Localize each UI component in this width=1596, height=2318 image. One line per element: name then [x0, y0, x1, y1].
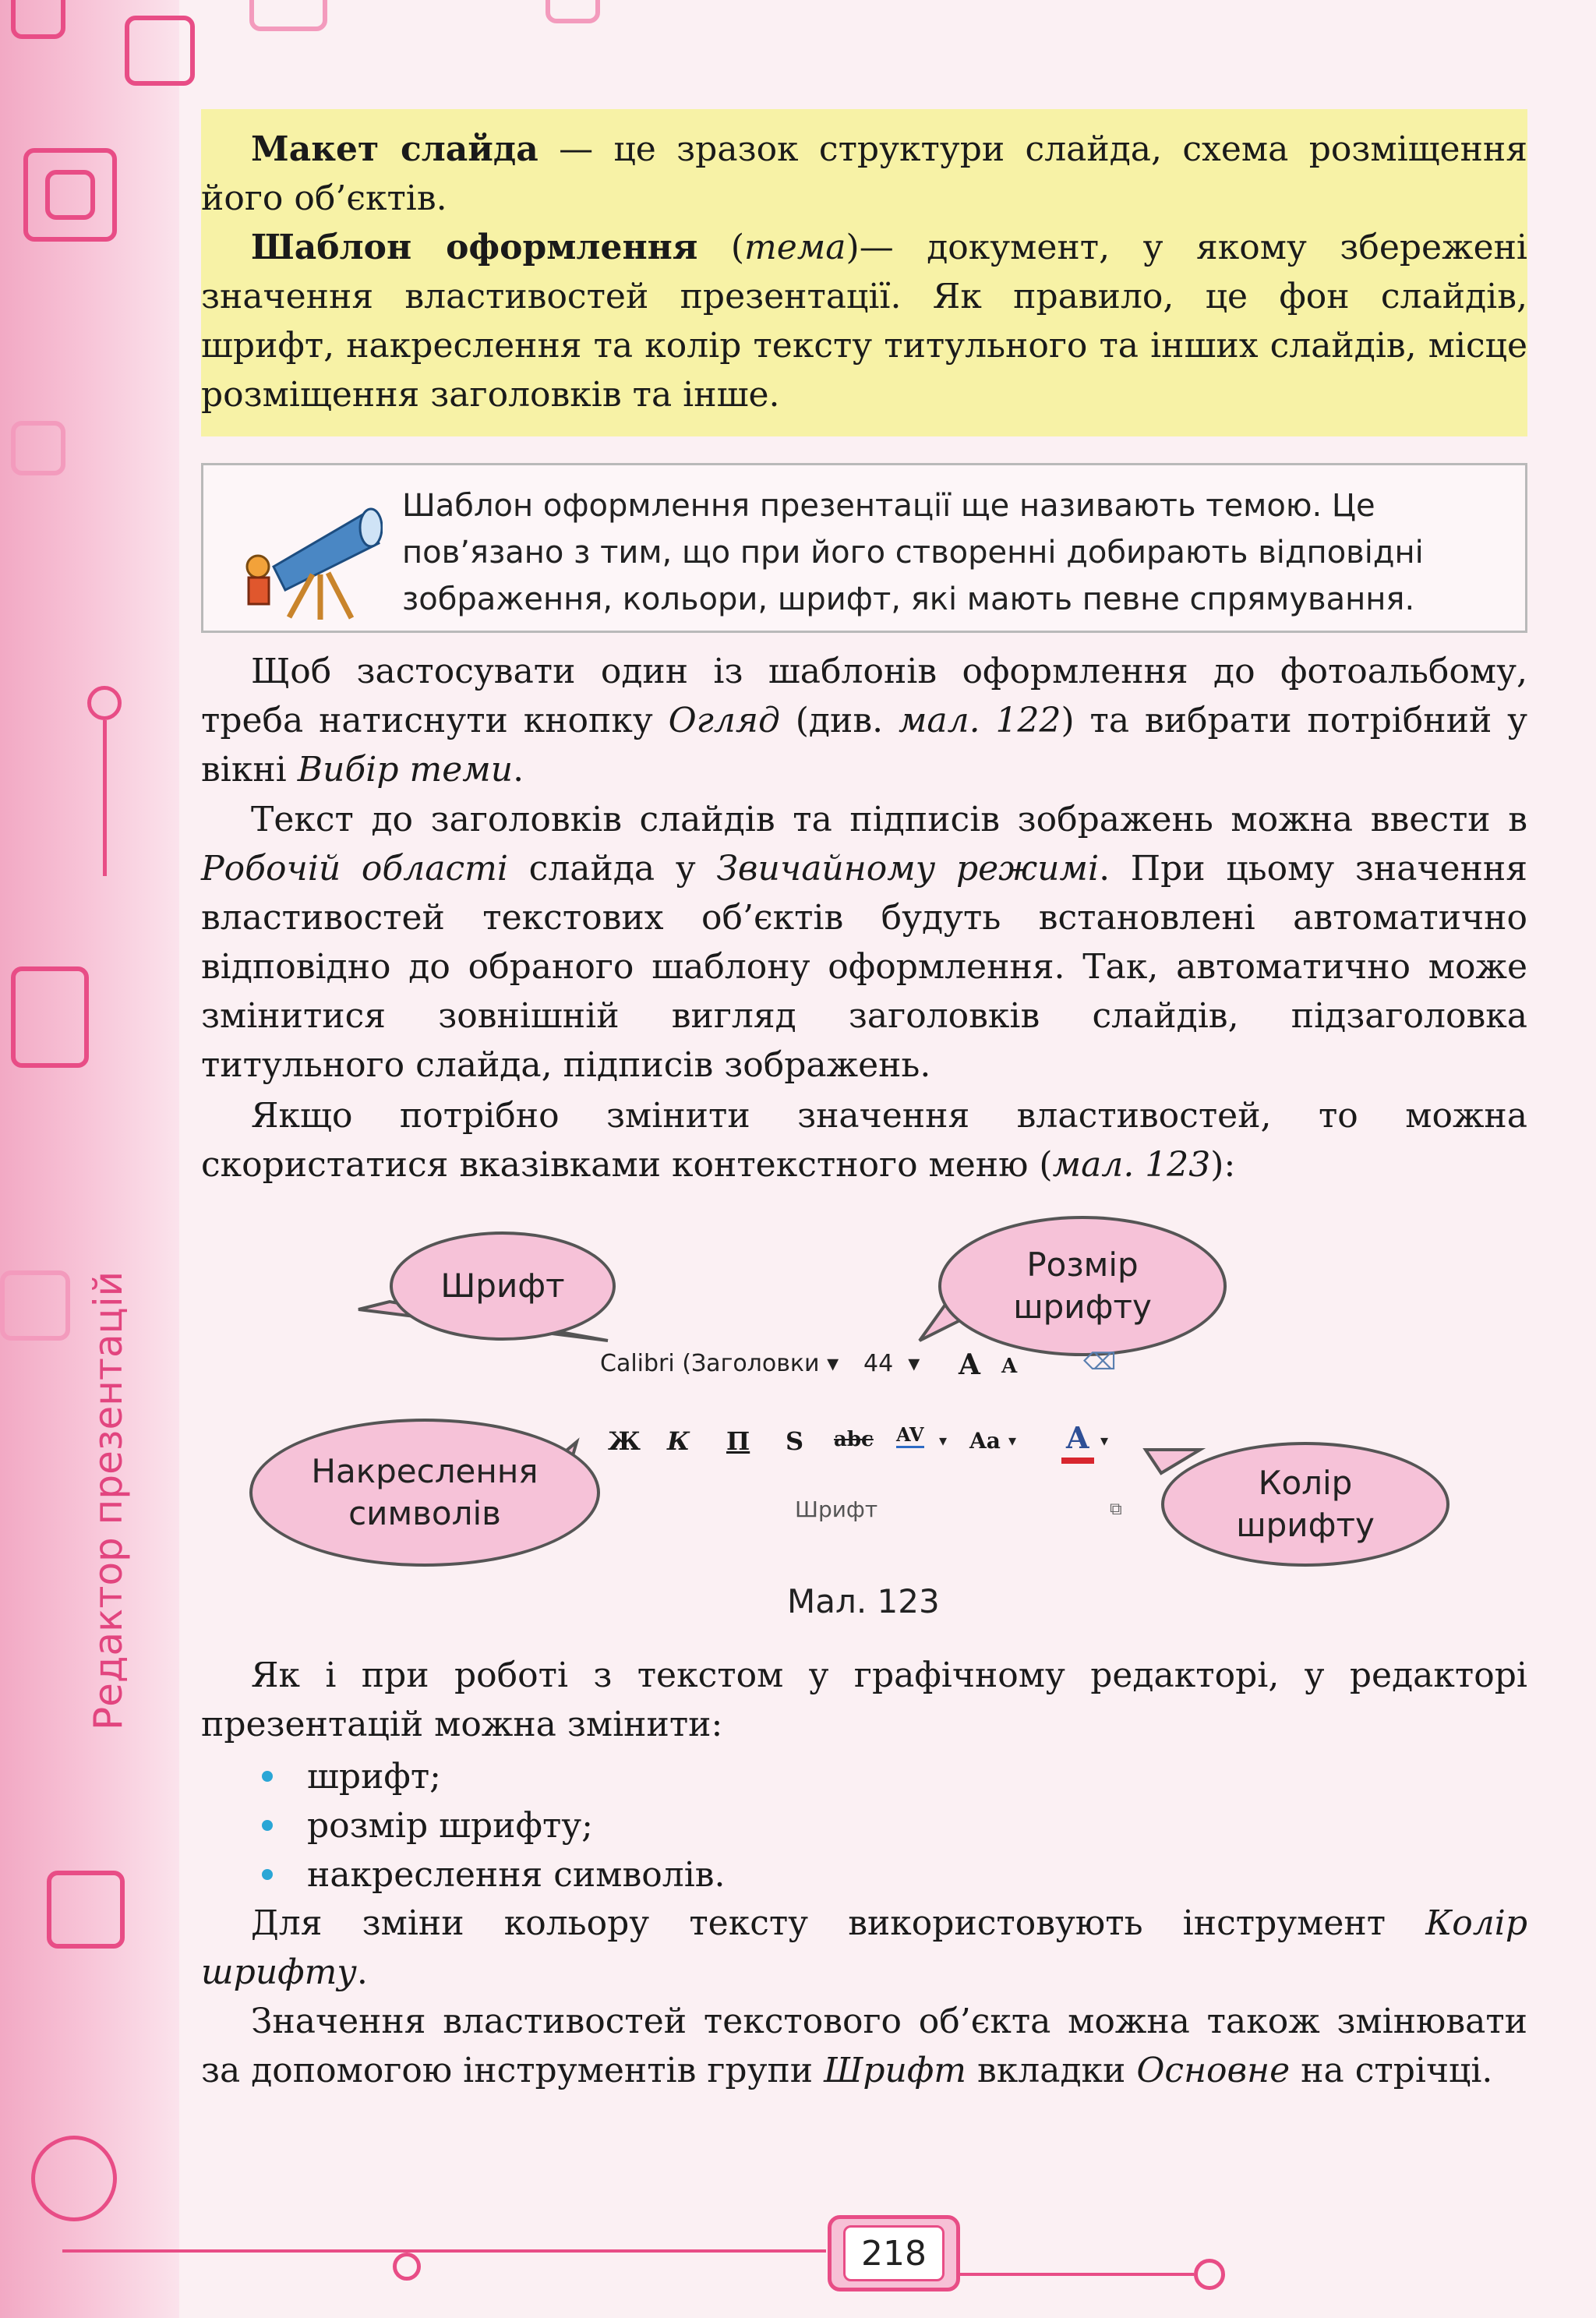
- list-item: накреслення символів.: [257, 1850, 726, 1899]
- window-name: Вибір теми: [297, 750, 514, 790]
- term-normal-mode: Звичайному режимі: [716, 849, 1100, 889]
- note-box: [201, 463, 1527, 633]
- decor-square-icon: [47, 1871, 125, 1949]
- font-color-button[interactable]: A: [1066, 1420, 1089, 1455]
- shrink-font-button[interactable]: A: [1001, 1355, 1018, 1378]
- bullet-list: [257, 1752, 726, 1899]
- term-slide-layout: Макет слайда: [251, 129, 538, 169]
- paragraph-text-input: Текст до заголовків слайдів та підписів зображень можна ввести в Робочій області слайда у Звичайному режимі. При цьому значення властивостей текстових об’єктів будуть встановлені автоматично відповідно до обраного шаблону оформлення. Так, автоматично може змінитися зовнішній вигляд заголовків слайдів, підзаголовка титульного слайда, підписів зображень.: [201, 800, 1527, 1085]
- font-size-select[interactable]: 44 ▾: [863, 1350, 920, 1377]
- decor-square-icon: [546, 0, 600, 23]
- callout-character-style: Накреслення символів: [249, 1419, 600, 1567]
- decor-circle-icon: [1194, 2259, 1225, 2290]
- callout-font: Шрифт: [390, 1231, 616, 1341]
- telescope-icon: [227, 481, 383, 621]
- term-theme: тема: [744, 228, 846, 267]
- callout-font-color: Колір шрифту: [1161, 1442, 1449, 1567]
- change-case-button[interactable]: Aa: [969, 1428, 1001, 1454]
- page-number: 218: [843, 2225, 945, 2281]
- definition-text: )— документ, у якому збережені значення властивостей презентації. Як правило, це фон слайдів, шрифт, накреслення та колір тексту титульного та інших слайдів, місце розміщення заголовків та інше.: [201, 228, 1528, 415]
- shadow-button[interactable]: S: [786, 1426, 804, 1456]
- decor-square-icon: [249, 0, 327, 31]
- term-work-area: Робочій області: [201, 849, 508, 889]
- side-decoration-band: [0, 0, 179, 2318]
- definition-text: — це зразок структури слайда, схема розміщення його об’єктів.: [201, 129, 1527, 218]
- decor-square-icon: [45, 170, 95, 220]
- decor-circle-icon: [31, 2136, 117, 2221]
- bold-button[interactable]: Ж: [608, 1426, 641, 1456]
- strikethrough-button[interactable]: abc: [834, 1428, 874, 1451]
- decor-circle-icon: [87, 686, 122, 720]
- paragraph-can-change: Як і при роботі з текстом у графічному редакторі, у редакторі презентацій можна змінити:: [201, 1655, 1527, 1744]
- decor-square-icon: [11, 0, 65, 39]
- font-color-bar: [1061, 1458, 1094, 1464]
- decor-square-icon: [11, 421, 65, 475]
- tab-name: Основне: [1136, 2051, 1291, 2090]
- dialog-launcher-icon[interactable]: ⧉: [1110, 1500, 1122, 1519]
- figure-ref: мал. 123: [1052, 1145, 1211, 1185]
- side-section-label: Редактор презентацій: [86, 1270, 131, 1730]
- term-design-template: Шаблон оформлення: [251, 228, 698, 267]
- note-text: Шаблон оформлення презентації ще називають темою. Це пов’язано з тим, що при його створенні добирають відповідні зображення, кольори, шрифт, які мають певне спрямування.: [402, 488, 1424, 617]
- paragraph-ribbon-group: Значення властивостей текстового об’єкта можна також змінювати за допомогою інструментів групи Шрифт вкладки Основне на стрічці.: [201, 2002, 1527, 2090]
- chevron-down-icon[interactable]: ▾: [939, 1431, 948, 1450]
- definition-template: [201, 223, 1527, 419]
- clear-formatting-icon[interactable]: ⌫: [1083, 1348, 1117, 1376]
- decor-square-icon: [11, 966, 89, 1068]
- grow-font-button[interactable]: A: [959, 1348, 980, 1381]
- chevron-down-icon[interactable]: ▾: [1100, 1431, 1109, 1450]
- list-item: шрифт;: [257, 1752, 726, 1801]
- underline-button[interactable]: П: [726, 1426, 750, 1456]
- definition-text: (: [697, 228, 745, 267]
- ribbon-group-label: Шрифт: [795, 1496, 878, 1522]
- decor-line: [103, 720, 107, 876]
- font-name-select[interactable]: Calibri (Заголовки ▾: [600, 1350, 839, 1377]
- italic-button[interactable]: К: [667, 1426, 690, 1456]
- button-name-review: Огляд: [668, 701, 780, 740]
- list-item: розмір шрифту;: [257, 1801, 726, 1850]
- chevron-down-icon[interactable]: ▾: [1008, 1431, 1017, 1450]
- char-spacing-button[interactable]: AV: [896, 1423, 924, 1448]
- chevron-down-icon: ▾: [908, 1350, 920, 1377]
- figure-caption: Мал. 123: [787, 1582, 940, 1620]
- paragraph-template-apply: Щоб застосувати один із шаблонів оформлення до фотоальбому, треба натиснути кнопку Огляд (див. мал. 122) та вибрати потрібний у вікні Вибір теми.: [201, 652, 1528, 790]
- page-number-frame: [828, 2215, 960, 2291]
- definition-layout: [201, 125, 1527, 223]
- callout-font-size: Розмір шрифту: [938, 1216, 1227, 1356]
- paragraph-font-color: Для зміни кольору тексту використовують інструмент Колір шрифту.: [201, 1903, 1527, 1992]
- decor-square-icon: [125, 16, 195, 86]
- decor-line: [960, 2273, 1194, 2276]
- decor-square-icon: [0, 1270, 70, 1341]
- definition-box: [201, 109, 1527, 436]
- figure-font-ribbon: [234, 1216, 1496, 1652]
- figure-ref: мал. 122: [898, 701, 1061, 740]
- decor-circle-icon: [393, 2253, 421, 2281]
- tool-name: Колір шрифту: [201, 1903, 1527, 1992]
- group-name: Шрифт: [824, 2051, 966, 2090]
- paragraph-context-menu: Якщо потрібно змінити значення властивостей, то можна скористатися вказівками контекстного меню (мал. 123):: [201, 1096, 1527, 1185]
- decor-line: [62, 2249, 826, 2253]
- chevron-down-icon: ▾: [827, 1350, 839, 1377]
